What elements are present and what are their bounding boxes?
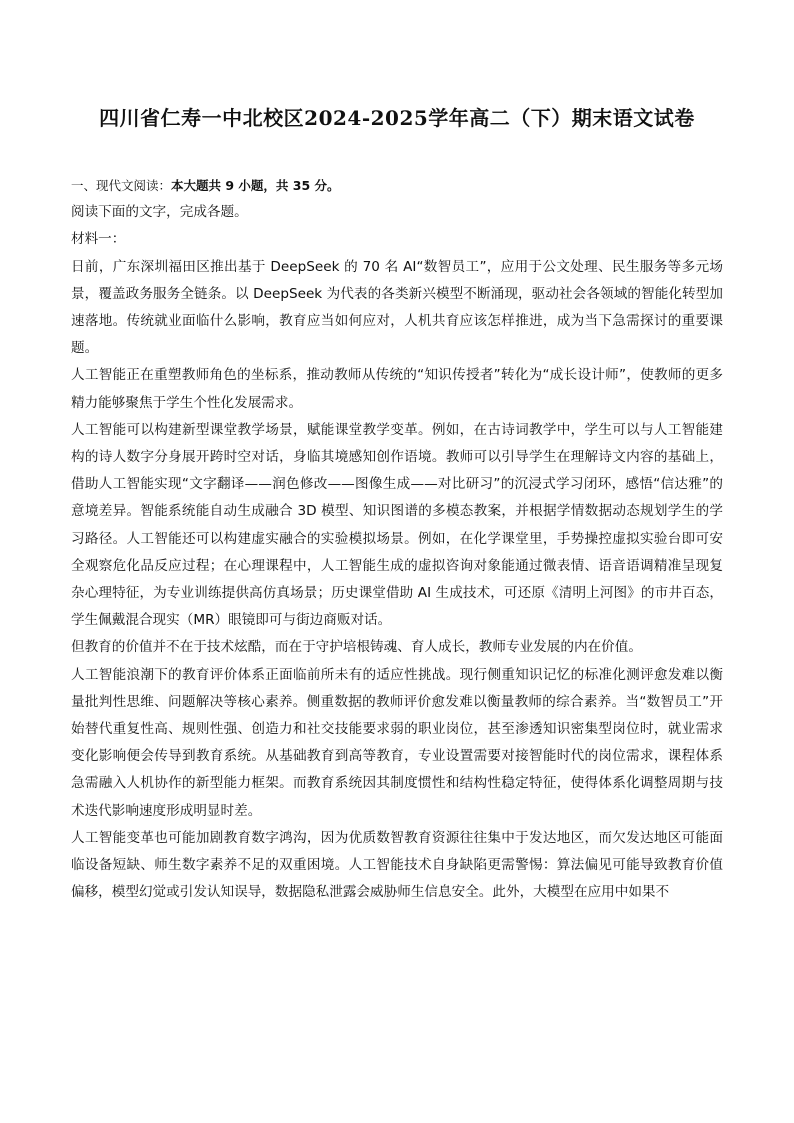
paragraph: 日前，广东深圳福田区推出基于 DeepSeek 的 70 名 AI“数智员工”，应用于公文处理、民生服务等多元场景，覆盖政务服务全链条。以 DeepSeek 为代表的各类新兴模型不断涌现，驱动社会各领域的智能化转型加速落地。传统就业面临什么影响，教育应当如何应对，人机共育应该怎样推进，成为当下急需探讨的重要课题。	[71, 258, 723, 357]
material-label: 材料一：	[71, 231, 126, 248]
reading-instruction: 阅读下面的文字，完成各题。	[71, 204, 248, 221]
section-heading	[71, 172, 723, 199]
section-detail: 本大题共 9 小题，共 35 分。	[171, 178, 340, 193]
paragraph: 但教育的价值并不在于技术炫酷，而在于守护培根铸魂、育人成长，教师专业发展的内在价值。	[71, 639, 642, 656]
paragraph: 人工智能正在重塑教师角色的坐标系，推动教师从传统的“知识传授者”转化为“成长设计师”，使教师的更多精力能够聚焦于学生个性化发展需求。	[71, 367, 723, 411]
exam-title: 四川省仁寿一中北校区2024-2025学年高二（下）期末语文试卷	[99, 106, 695, 130]
paragraph: 人工智能变革也可能加剧教育数字鸿沟，因为优质数智教育资源往往集中于发达地区，而欠发达地区可能面临设备短缺、师生数字素养不足的双重困境。人工智能技术自身缺陷更需警惕：算法偏见可能导致教育价值偏移，模型幻觉或引发认知误导，数据隐私泄露会威胁师生信息安全。此外，大模型在应用中如果不	[71, 829, 723, 901]
reading-section	[71, 172, 723, 906]
section-label: 一、现代文阅读：	[71, 178, 172, 193]
paragraph: 人工智能可以构建新型课堂教学场景，赋能课堂教学变革。例如，在古诗词教学中，学生可以与人工智能建构的诗人数字分身展开跨时空对话，身临其境感知创作语境。教师可以引导学生在理解诗文内容的基础上，借助人工智能实现“文字翻译——润色修改——图像生成——对比研习”的沉浸式学习闭环，感悟“信达雅”的意境差异。智能系统能自动生成融合 3D 模型、知识图谱的多模态教案，并根据学情数据动态规划学生的学习路径。人工智能还可以构建虚实融合的实验模拟场景。例如，在化学课堂里，手势操控虚拟实验台即可安全观察危化品反应过程；在心理课程中，人工智能生成的虚拟咨询对象能通过微表情、语音语调精准呈现复杂心理特征，为专业训练提供高仿真场景；历史课堂借助 AI 生成技术，可还原《清明上河图》的市井百态，学生佩戴混合现实（MR）眼镜即可与街边商贩对话。	[71, 421, 723, 629]
paragraph: 人工智能浪潮下的教育评价体系正面临前所未有的适应性挑战。现行侧重知识记忆的标准化测评愈发难以衡量批判性思维、问题解决等核心素养。侧重数据的教师评价愈发难以衡量教师的综合素养。当“数智员工”开始替代重复性高、规则性强、创造力和社交技能要求弱的职业岗位，甚至渗透知识密集型岗位时，就业需求变化影响便会传导到教育系统。从基础教育到高等教育，专业设置需要对接智能时代的岗位需求，课程体系急需融入人机协作的新型能力框架。而教育系统因其制度惯性和结构性稳定特征，使得体系化调整周期与技术迭代影响速度形成明显时差。	[71, 666, 723, 819]
